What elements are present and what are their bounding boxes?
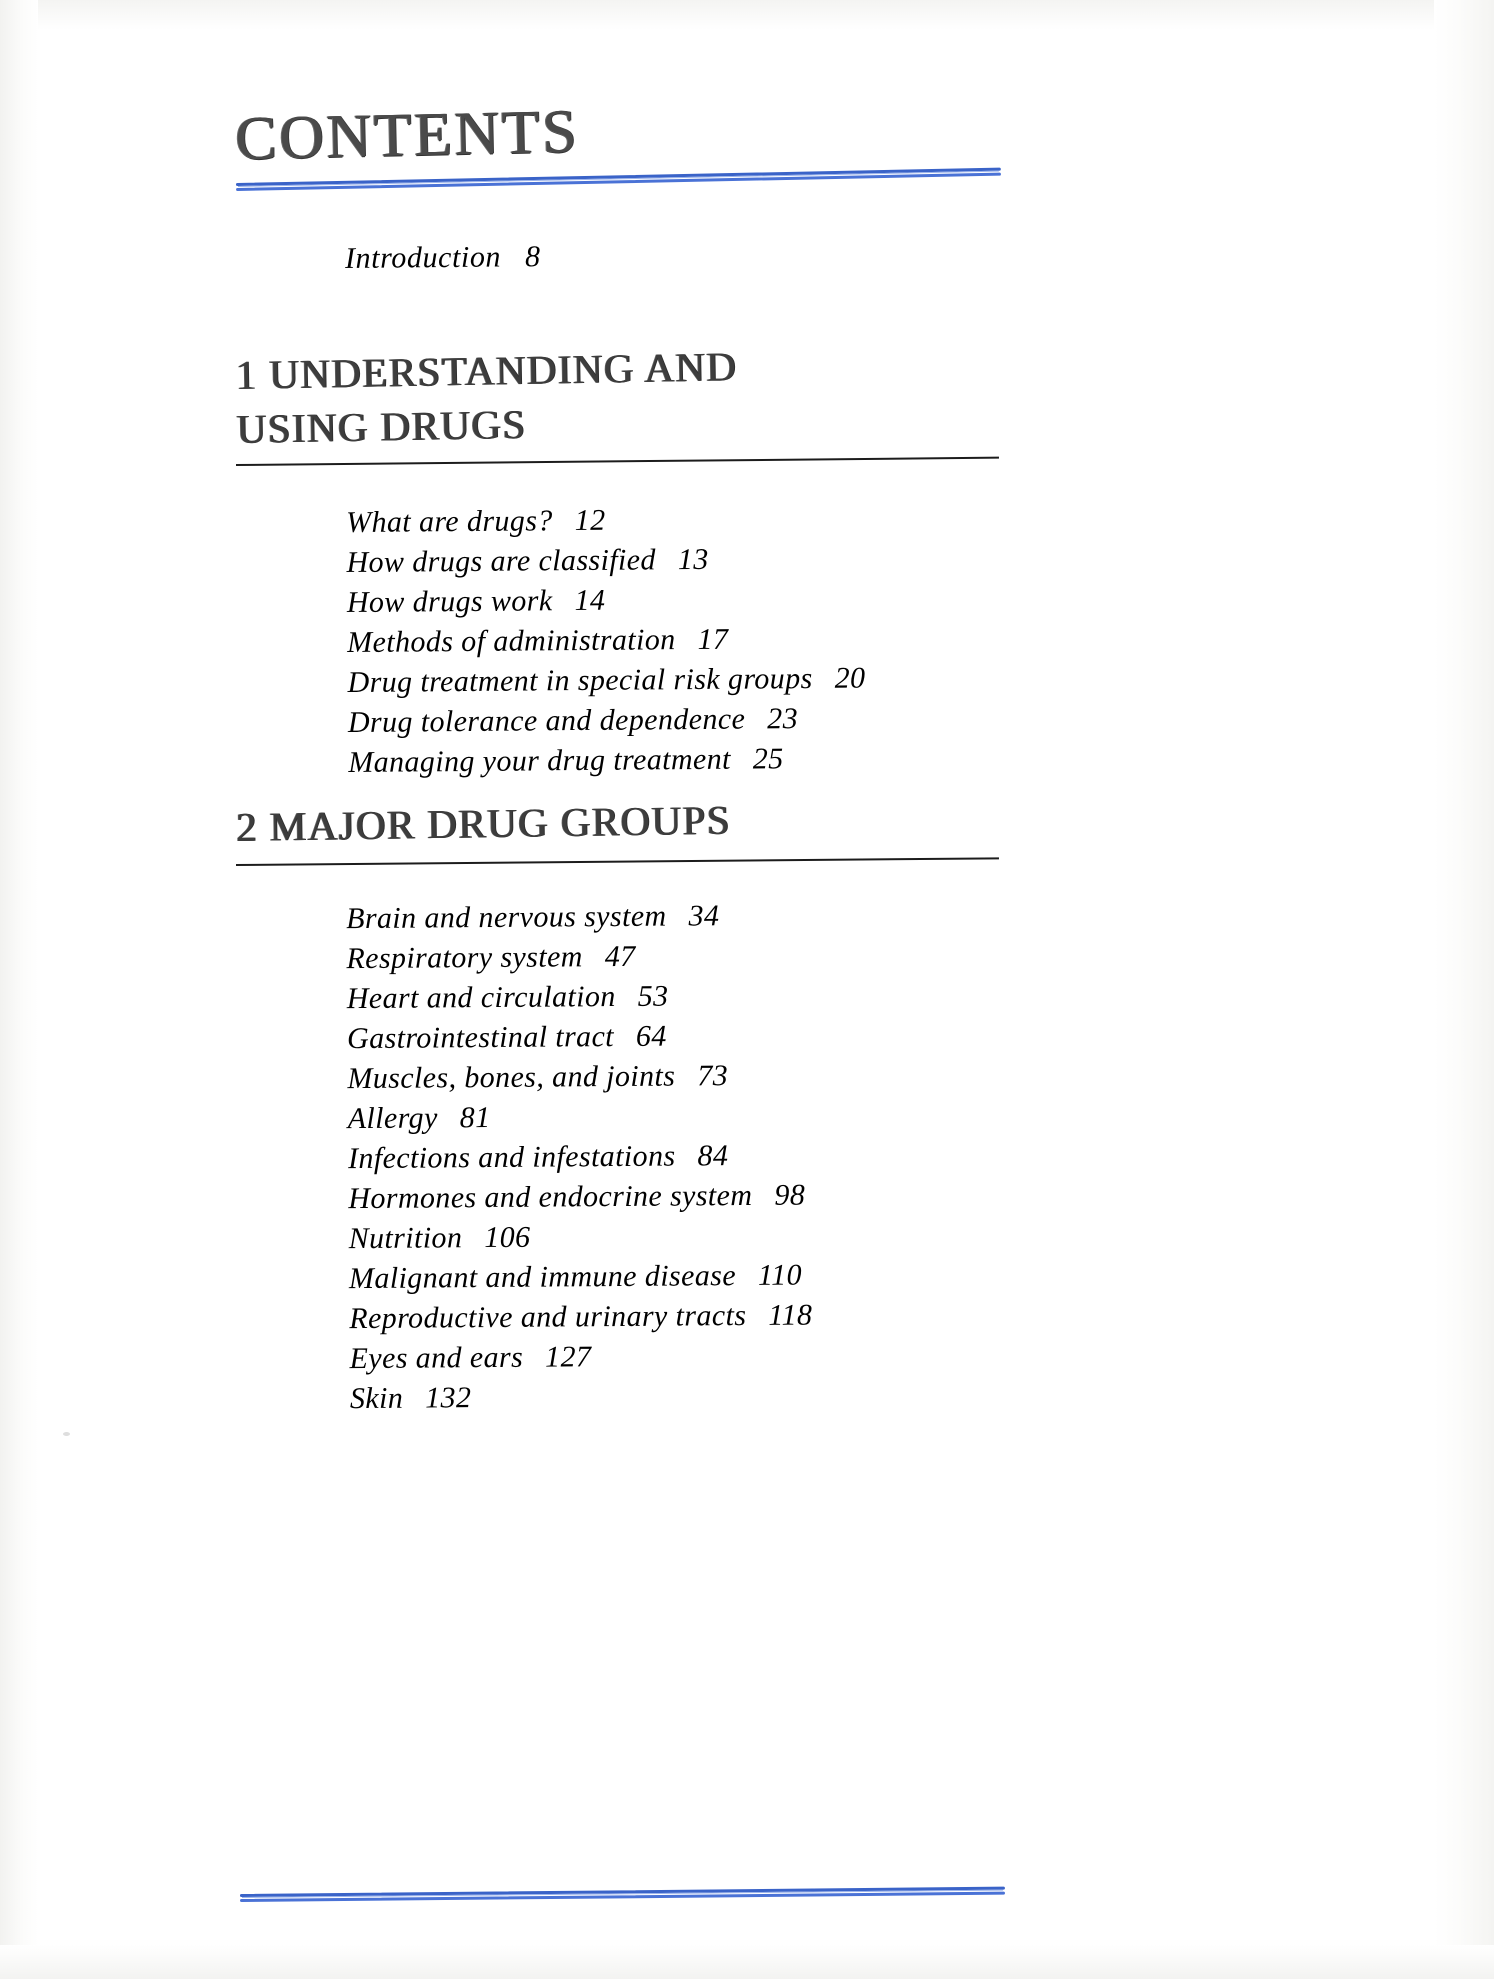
toc-entry-page-number: 53 <box>637 979 669 1013</box>
toc-entry-page-number: 81 <box>459 1100 491 1134</box>
toc-entry-page-number: 14 <box>574 583 606 617</box>
scan-edge-right <box>1434 0 1494 1979</box>
toc-entry-introduction[interactable] <box>345 240 541 276</box>
toc-entry-page-number: 13 <box>677 542 709 576</box>
list-item[interactable] <box>236 537 1026 584</box>
toc-entry-page-number: 17 <box>697 622 729 656</box>
list-item[interactable] <box>237 577 1027 624</box>
chapter-heading-line-2: USING DRUGS <box>236 401 527 453</box>
scan-edge-top <box>0 0 1494 30</box>
toc-entry-label: How drugs work <box>346 584 553 619</box>
list-item[interactable] <box>238 737 1028 784</box>
chapter-section-1 <box>235 343 1026 784</box>
list-item[interactable] <box>237 973 1027 1019</box>
toc-entry-label: Infections and infestations <box>347 1139 676 1175</box>
toc-entry-page-number: 34 <box>688 898 720 933</box>
toc-entry-page-number: 98 <box>774 1178 806 1212</box>
toc-entry-label: Gastrointestinal tract <box>346 1019 615 1055</box>
toc-entry-label: Heart and circulation <box>346 979 616 1015</box>
toc-entry-label: Managing your drug treatment <box>348 742 731 779</box>
chapter-heading-line-1: 1 UNDERSTANDING AND <box>235 343 738 399</box>
chapter-heading-2 <box>236 788 1027 854</box>
list-item[interactable] <box>240 1373 1030 1419</box>
toc-entry-label: Brain and nervous system <box>346 899 667 935</box>
toc-entry-page-number: 73 <box>697 1058 729 1093</box>
toc-entry-label: Introduction <box>344 240 502 275</box>
page-title-block <box>234 97 1026 213</box>
toc-entry-page-number: 64 <box>635 1019 667 1053</box>
toc-entry-label: Methods of administration <box>347 622 676 659</box>
toc-entry-label: What are drugs? <box>346 504 553 539</box>
toc-entry-page-number: 132 <box>425 1380 472 1415</box>
toc-entry-label: Hormones and endocrine system <box>348 1178 753 1215</box>
scan-speck <box>63 1432 70 1436</box>
footer-blue-rule <box>240 1881 1005 1908</box>
toc-entry-page-number: 84 <box>697 1138 729 1173</box>
toc-entry-page-number: 127 <box>544 1339 592 1374</box>
list-item[interactable] <box>237 617 1027 664</box>
list-item[interactable] <box>239 1253 1029 1299</box>
list-item[interactable] <box>239 1213 1029 1259</box>
chapter-heading-line-1: 2 MAJOR DRUG GROUPS <box>235 796 732 850</box>
toc-entry-list-1 <box>236 497 1028 784</box>
scan-edge-left <box>0 0 38 1979</box>
scan-edge-bottom <box>0 1945 1494 1979</box>
toc-entry-label: Drug treatment in special risk groups <box>347 661 813 699</box>
list-item[interactable] <box>237 1013 1027 1059</box>
toc-entry-page-number: 20 <box>834 661 866 695</box>
toc-entry-page-number: 23 <box>767 701 799 736</box>
toc-entry-label: Muscles, bones, and joints <box>347 1059 676 1095</box>
toc-entry-label: How drugs are classified <box>346 543 656 579</box>
toc-entry-label: Reproductive and urinary tracts <box>349 1298 747 1335</box>
list-item[interactable] <box>239 1333 1029 1379</box>
list-item[interactable] <box>237 657 1027 704</box>
toc-entry-page-number: 118 <box>768 1298 813 1332</box>
toc-entry-label: Allergy <box>347 1101 438 1135</box>
toc-entry-label: Skin <box>349 1381 404 1415</box>
toc-entry-label: Malignant and immune disease <box>348 1258 737 1295</box>
toc-entry-page-number: 12 <box>574 503 606 537</box>
toc-entry-label: Drug tolerance and dependence <box>347 702 746 739</box>
toc-entry-page-number: 25 <box>752 742 784 776</box>
chapter-divider-rule-1 <box>236 457 999 466</box>
toc-entry-page-number: 110 <box>757 1258 803 1292</box>
chapter-heading-1 <box>235 334 1027 456</box>
toc-entry-label: Nutrition <box>348 1220 463 1255</box>
chapter-section-2 <box>235 796 1026 1420</box>
list-item[interactable] <box>238 1173 1028 1219</box>
page-title: CONTENTS <box>234 97 580 173</box>
toc-entry-page-number: 8 <box>524 240 541 274</box>
toc-entry-page-number: 47 <box>604 939 636 973</box>
list-item[interactable] <box>238 1093 1028 1139</box>
toc-entry-list-2 <box>236 893 1030 1419</box>
list-item[interactable] <box>236 933 1026 979</box>
list-item[interactable] <box>238 1133 1028 1179</box>
list-item[interactable] <box>236 497 1026 544</box>
list-item[interactable] <box>237 1053 1027 1099</box>
list-item[interactable] <box>238 697 1028 744</box>
toc-entry-label: Respiratory system <box>346 939 583 975</box>
toc-entry-page-number: 106 <box>484 1220 531 1254</box>
list-item[interactable] <box>239 1293 1029 1339</box>
list-item[interactable] <box>236 893 1026 939</box>
chapter-divider-rule-2 <box>236 857 999 865</box>
toc-entry-label: Eyes and ears <box>349 1340 524 1375</box>
